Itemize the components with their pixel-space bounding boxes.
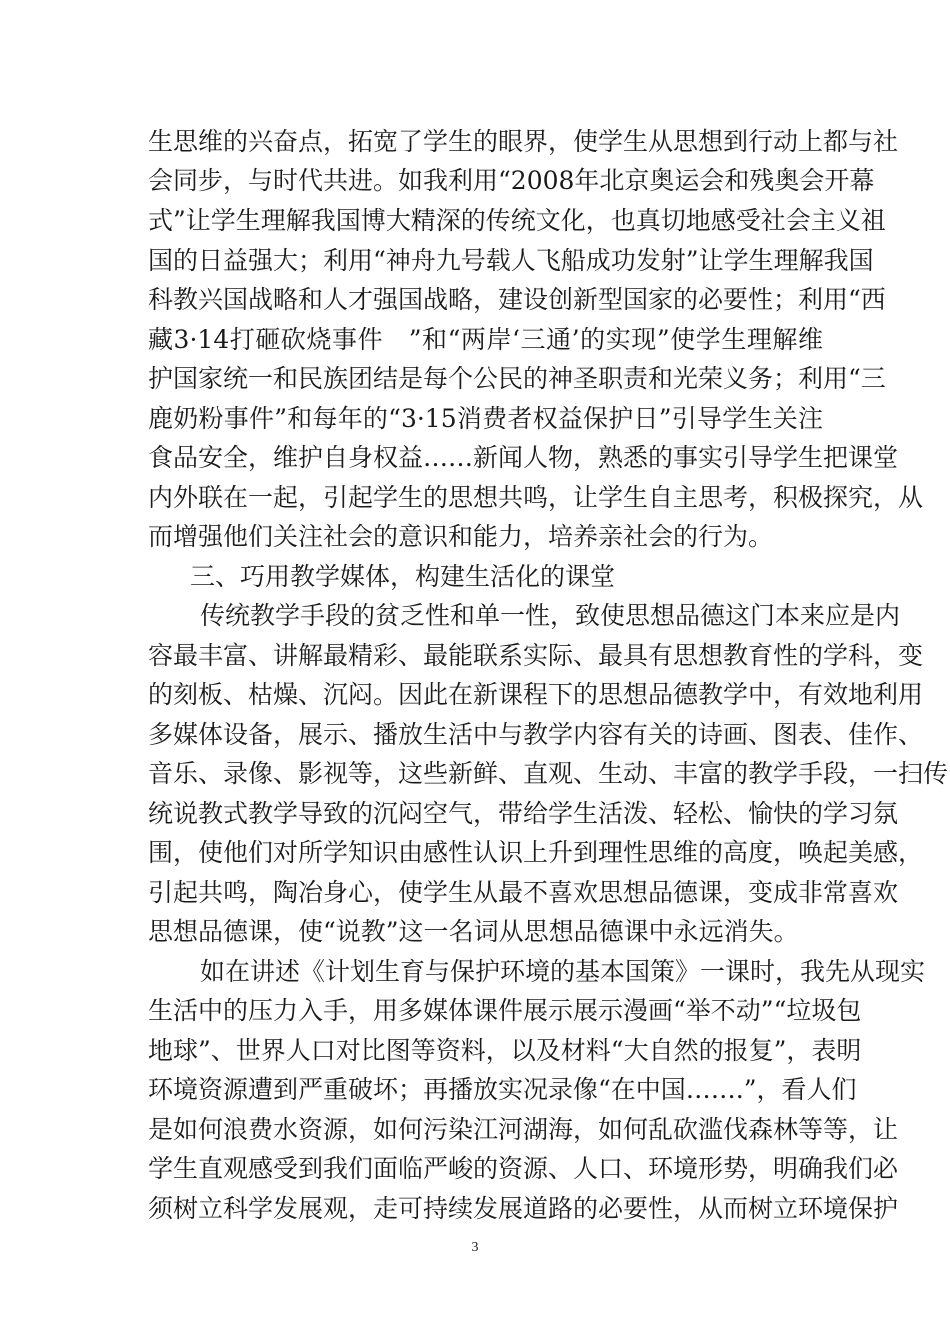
text-line: 科教兴国战略和人才强国战略，建设创新型国家的必要性；利用“西: [148, 285, 886, 314]
text-line: 生活中的压力入手，用多媒体课件展示展示漫画“举不动”“垃圾包: [148, 996, 862, 1025]
text-line: 护国家统一和民族团结是每个公民的神圣职责和光荣义务；利用“三: [148, 364, 886, 393]
text-line: 环境资源遭到严重破坏；再播放实况录像“在中国…….”，看人们: [148, 1075, 857, 1104]
text-line: 而增强他们关注社会的意识和能力，培养亲社会的行为。: [148, 522, 774, 551]
page-number: 3: [471, 1240, 479, 1255]
text-line: 多媒体设备，展示、播放生活中与教学内容有关的诗画、图表、佳作、: [148, 720, 924, 749]
text-line: 传统教学手段的贫乏性和单一性，致使思想品德这门本来应是内: [200, 601, 901, 630]
text-line: 如在讲述《计划生育与保护环境的基本国策》一课时，我先从现实: [200, 957, 926, 986]
text-line: 音乐、录像、影视等，这些新鲜、直观、生动、丰富的教学手段，一扫传: [148, 759, 949, 788]
text-line: 式”让学生理解我国博大精深的传统文化，也真切地感受社会主义祖: [148, 206, 886, 235]
text-line: 地球”、世界人口对比图等资料，以及材料“大自然的报复”，表明: [148, 1036, 862, 1065]
text-line: 会同步，与时代共进。如我利用“2008年北京奥运会和残奥会开幕: [148, 166, 875, 195]
text-line: 学生直观感受到我们面临严峻的资源、人口、环境形势，明确我们必: [148, 1154, 899, 1183]
text-line: 统说教式教学导致的沉闷空气，带给学生活泼、轻松、愉快的学习氛: [148, 799, 899, 828]
text-line: 的刻板、枯燥、沉闷。因此在新课程下的思想品德教学中，有效地利用: [148, 680, 924, 709]
text-line: 食品安全，维护自身权益……新闻人物，熟悉的事实引导学生把课堂: [148, 443, 899, 472]
text-line: 鹿奶粉事件”和每年的“3·15消费者权益保护日”引导学生关注: [148, 404, 823, 433]
text-line: 引起共鸣，陶冶身心，使学生从最不喜欢思想品德课，变成非常喜欢: [148, 878, 899, 907]
section-heading: 三、巧用教学媒体，构建生活化的课堂: [190, 562, 616, 591]
text-line: 藏3·14打砸砍烧事件 ”和“两岸‘三通’的实现”使学生理解维: [148, 325, 823, 354]
text-line: 内外联在一起，引起学生的思想共鸣，让学生自主思考，积极探究，从: [148, 483, 924, 512]
text-line: 容最丰富、讲解最精彩、最能联系实际、最具有思想教育性的学科，变: [148, 641, 924, 670]
text-line: 围，使他们对所学知识由感性认识上升到理性思维的高度，唤起美感，: [148, 838, 924, 867]
text-line: 国的日益强大；利用“神舟九号载人飞船成功发射”让学生理解我国: [148, 246, 874, 275]
text-line: 须树立科学发展观，走可持续发展道路的必要性，从而树立环境保护: [148, 1194, 899, 1223]
text-line: 思想品德课，使“说教”这一名词从思想品德课中永远消失。: [148, 917, 799, 946]
text-line: 生思维的兴奋点，拓宽了学生的眼界，使学生从思想到行动上都与社: [148, 127, 899, 156]
text-line: 是如何浪费水资源，如何污染江河湖海，如何乱砍滥伐森林等等，让: [148, 1115, 899, 1144]
